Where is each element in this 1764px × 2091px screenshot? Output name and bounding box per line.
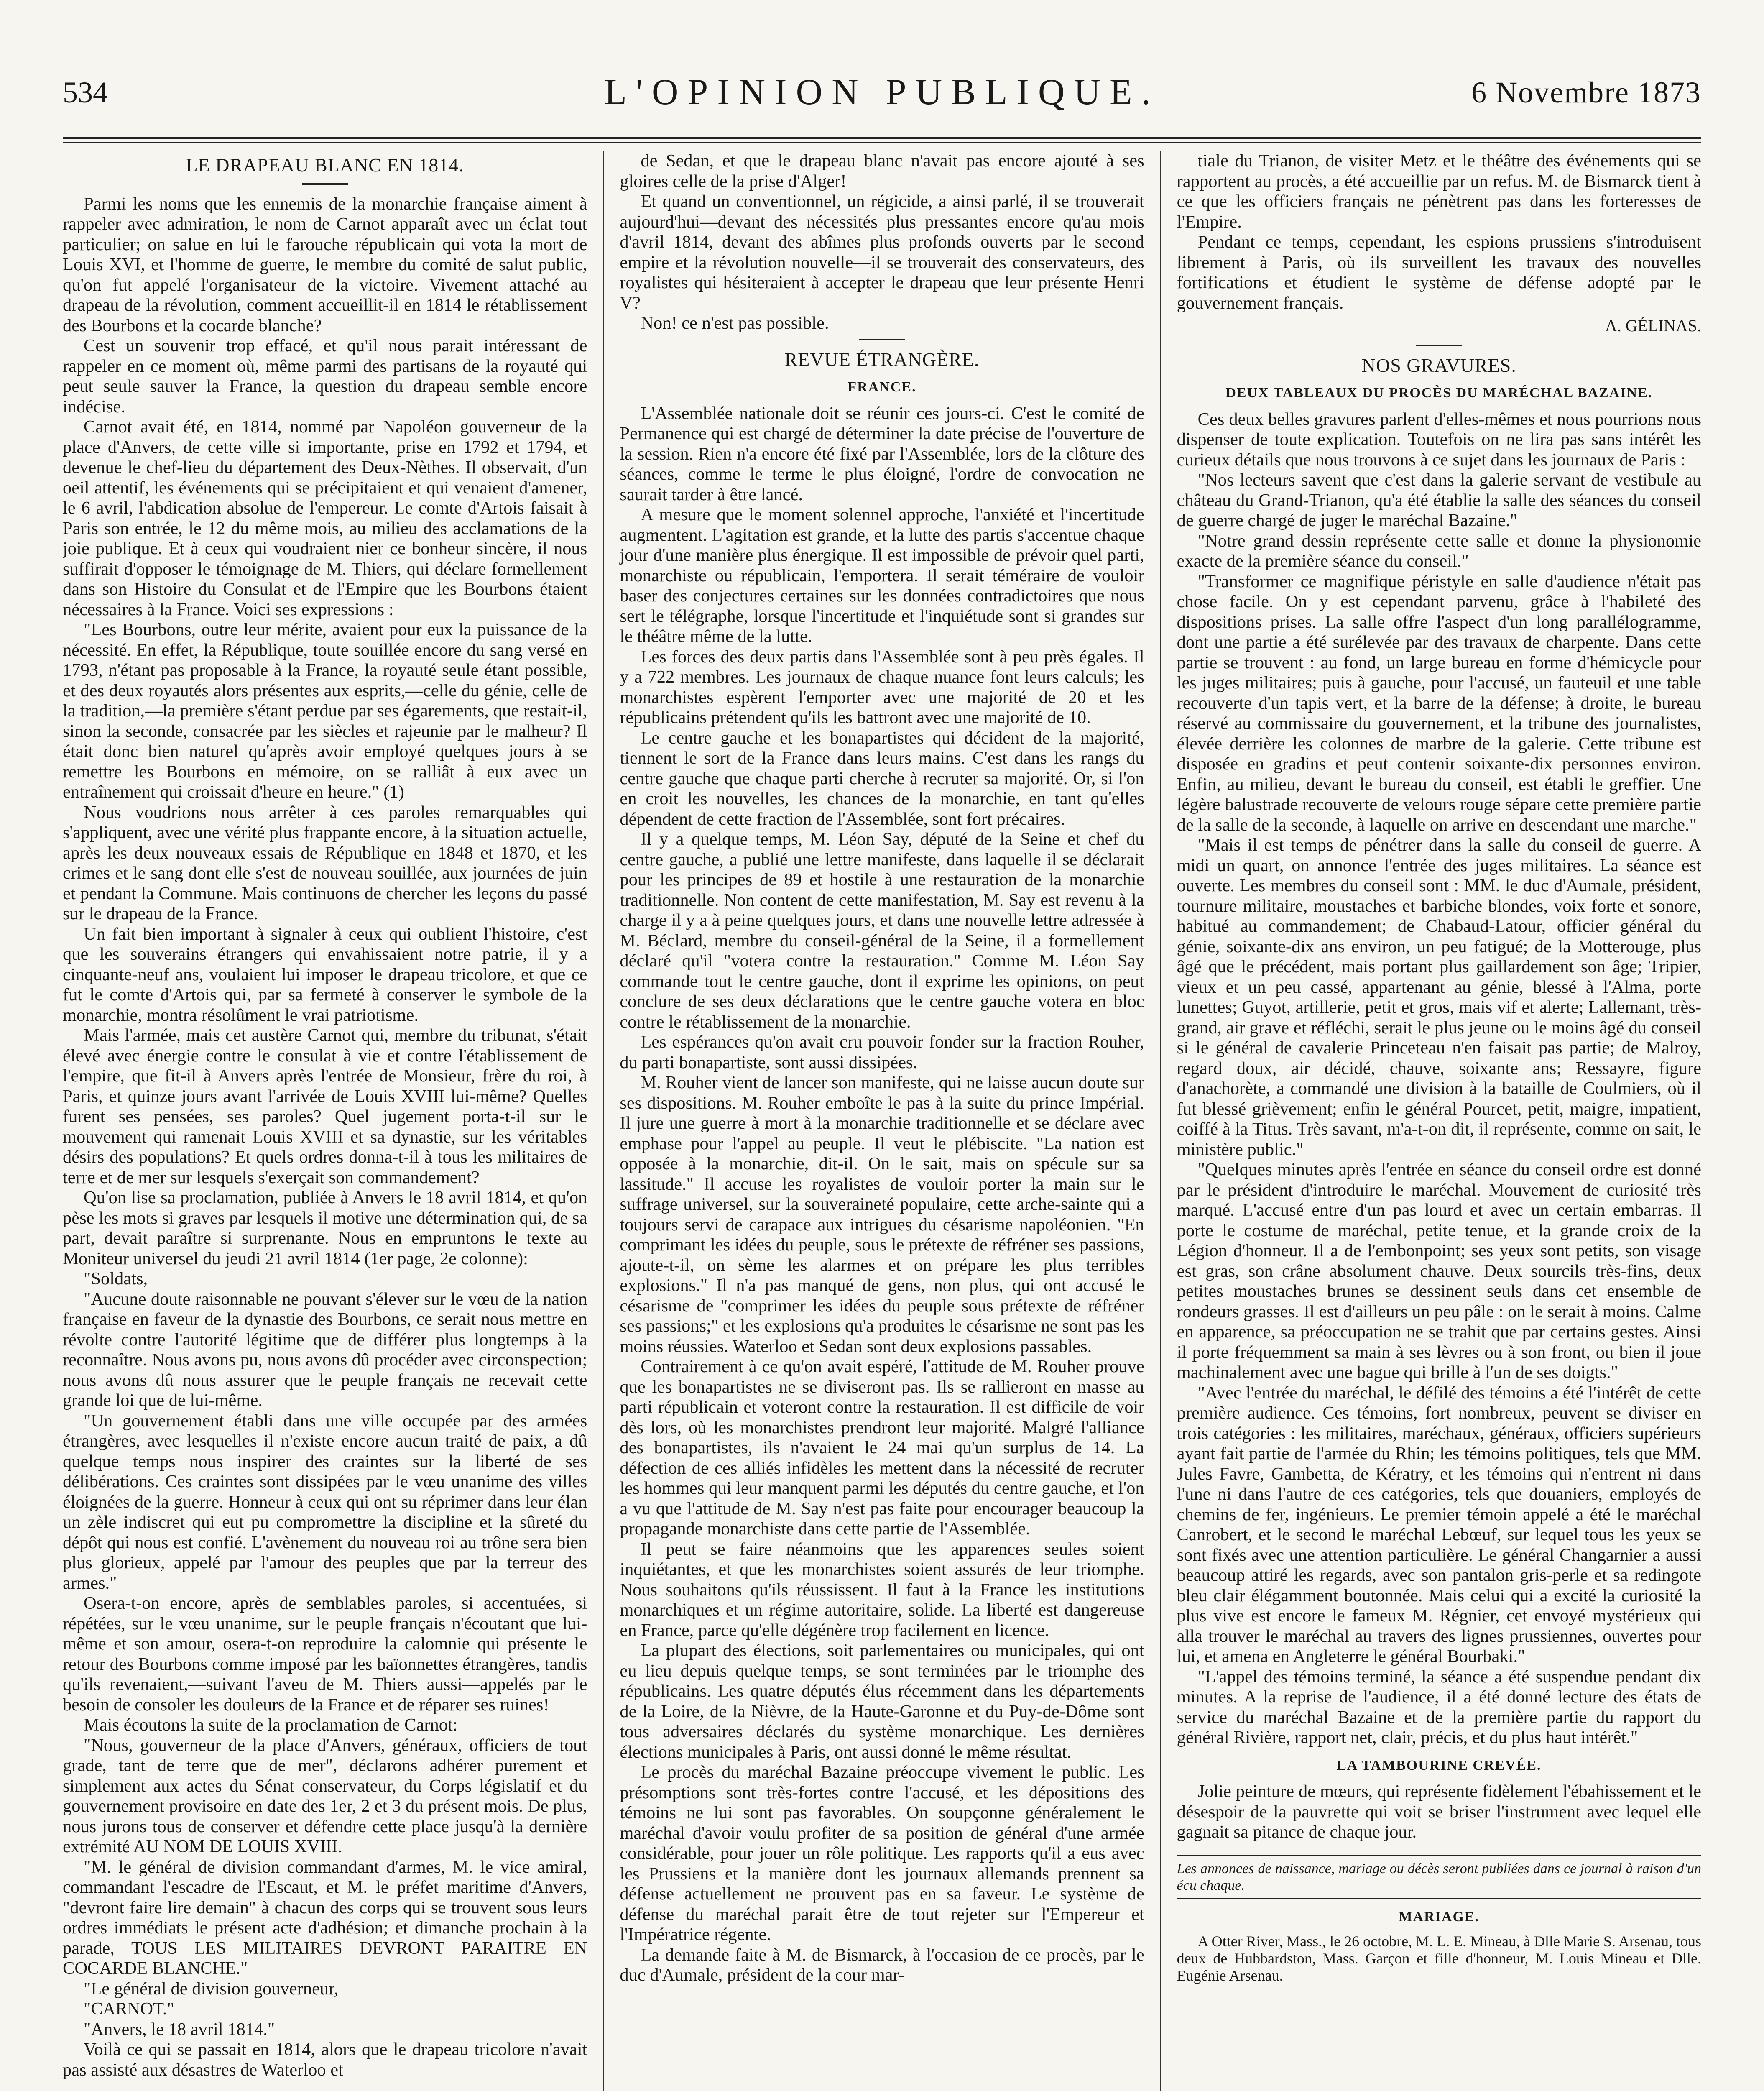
masthead bbox=[63, 67, 1701, 134]
article-heading-drapeau: LE DRAPEAU BLANC EN 1814. bbox=[186, 154, 464, 176]
paragraph: Le procès du maréchal Bazaine préoccupe vivement le public. Les présomptions sont très-fortes contre l'accusé, et les dépositions des témoins ne lui sont pas favorables. On soupçonne généralement le maréchal d'avoir voulu profiter de sa position de général d'une armée considérable, pour jouer un rôle politique. Les rapports qu'il a eus avec les Prussiens et la manière dont les journaux allemands prennent sa défense actuellement ne prouvent pas en sa faveur. Le système de défense du maréchal parait être de tout rejeter sur l'Empereur et l'Impératrice régente. bbox=[620, 1762, 1144, 1944]
paragraph: "CARNOT." bbox=[84, 1999, 174, 2019]
paragraph: Voilà ce qui se passait en 1814, alors que le drapeau tricolore n'avait pas assisté aux désastres de Waterloo et bbox=[63, 2040, 587, 2080]
paragraph: Il peut se faire néanmoins que les apparences seules soient inquiétantes, et que les monarchistes soient assurés de leur triomphe. Nous souhaitons qu'ils réussissent. Il faut à la France les institutions monarchiques et un régime autoritaire, solide. La liberté est dangereuse en France, parce qu'elle dégénère trop facilement en licence. bbox=[620, 1539, 1144, 1640]
subheading-france: FRANCE. bbox=[848, 379, 916, 395]
paragraph: "Mais il est temps de pénétrer dans la salle du conseil de guerre. A midi un quart, on annonce l'entrée des juges militaires. La séance est ouverte. Les membres du conseil sont : MM. le duc d'Aumale, président, tournure militaire, moustaches et barbiche blondes, voix forte et sonore, habitué au commandement; de Chabaud-Latour, officier général du génie, soixante-dix ans environ, un peu fatigué; de la Motterouge, plus âgé que le précédent, mais portant plus gaillardement son âge; Tripier, vieux et un peu cassé, appartenant au génie, blessé à l'Alma, porte lunettes; Guyot, artillerie, petit et gros, mais vif et alerte; Lallemant, très-grand, air grave et réfléchi, serait le plus jeune ou le moins âgé du conseil si le général de cavalerie Princeteau n'en faisait pas partie; de Malroy, regard doux, air décidé, chauve, soixante ans; Ressayre, figure d'anachorète, a commandé une division à la bataille de Coulmiers, où il fut blessé grièvement; enfin le général Pourcet, petit, maigre, impatient, coiffé à la Titus. Très savant, m'a-t-on dit, il représente, comme on sait, le ministère public." bbox=[1177, 835, 1701, 1159]
paragraph: Nous voudrions nous arrêter à ces paroles remarquables qui s'appliquent, avec une vérité plus frappante encore, à la situation actuelle, après les deux nouveaux essais de République en 1848 et 1870, et les crimes et le sang dont elle s'est de nouveau souillée, aux journées de juin et pendant la Commune. Mais continuons de chercher les leçons du passé sur le drapeau de la France. bbox=[63, 802, 587, 923]
section-heading-revue: REVUE ÉTRANGÈRE. bbox=[784, 348, 980, 370]
divider bbox=[859, 339, 905, 340]
paragraph: Ces deux belles gravures parlent d'elles-mêmes et nous pourrions nous dispenser de toute explication. Toutefois on ne lira pas sans intérêt les curieux détails que nous trouvons à ce sujet dans les journaux de Paris : bbox=[1177, 409, 1701, 470]
paragraph: "Anvers, le 18 avril 1814." bbox=[84, 2019, 275, 2039]
paragraph: "Notre grand dessin représente cette salle et donne la physionomie exacte de la première séance du conseil." bbox=[1177, 531, 1701, 571]
paragraph: Mais l'armée, mais cet austère Carnot qui, membre du tribunat, s'était élevé avec énergie contre le consulat à vie et contre l'établissement de l'empire, que fit-il à Anvers après l'entrée de Monsieur, frère du roi, à Paris, et quinze jours avant l'arrivée de Louis XVIII lui-même? Quelles furent ses pensées, ses paroles? Quel jugement porta-t-il sur le mouvement qui ramenait Louis XVIII et sa dynastie, sur les véritables désirs des populations? Et quels ordres donna-t-il à tous les militaires de terre et de mer sur lesquels s'exerçait son commandement? bbox=[63, 1025, 587, 1187]
paragraph: Carnot avait été, en 1814, nommé par Napoléon gouverneur de la place d'Anvers, de cette ville si importante, prise en 1792 et 1794, et devenue le chef-lieu du département des Deux-Nèthes. Il observait, d'un oeil attentif, les événements qui se précipitaient et qui venaient d'amener, le 6 avril, l'abdication absolue de l'empereur. Le comte d'Artois faisait à Paris son entrée, le 12 du même mois, au milieu des acclamations de la joie publique. Et à ceux qui voudraient nier ce bonheur sincère, il nous suffirait d'opposer le témoignage de M. Thiers, qui déclare formellement dans son Histoire du Consulat et de l'Empire que les Bourbons étaient nécessaires à la France. Voici ses expressions : bbox=[63, 417, 587, 619]
paragraph: Cest un souvenir trop effacé, et qu'il nous parait intéressant de rappeler en ce moment où, même parmi des partisans de la royauté qui peut seule sauver la France, la question du drapeau semble encore indécise. bbox=[63, 336, 587, 417]
paragraph: "Les Bourbons, outre leur mérite, avaient pour eux la puissance de la nécessité. En effet, la République, toute souillée encore du sang versé en 1793, n'étant pas proposable à la France, la royauté seule étant possible, et des deux royautés alors présentes aux esprits,—celle du génie, celle de la tradition,—la première s'étant perdue par ses égarements, que restait-il, sinon la seconde, consacrée par les siècles et rajeunie par le malheur? Il était donc bien naturel qu'après avoir employé quelques jours à se remettre les Bourbons en mémoire, on se ralliât à eux avec un entraînement qui croissait d'heure en heure." (1) bbox=[63, 620, 587, 802]
paragraph: "M. le général de division commandant d'armes, M. le vice amiral, commandant l'escadre de l'Escaut, et M. le préfet maritime d'Anvers, "devront faire lire demain" à chacun des corps qui se trouvent sous leurs ordres immédiats le présent acte d'adhésion; et dimanche prochain à la parade, TOUS LES MILITAIRES DEVRONT PARAITRE EN COCARDE BLANCHE." bbox=[63, 1857, 587, 1978]
subheading-tambourine: LA TAMBOURINE CREVÉE. bbox=[1337, 1757, 1542, 1773]
paragraph: Pendant ce temps, cependant, les espions prussiens s'introduisent librement à Paris, où ils surveillent les travaux des nouvelles fortifications et étudient le système de défense adopté par le gouvernement français. bbox=[1177, 232, 1701, 313]
paragraph: "Nous, gouverneur de la place d'Anvers, généraux, officiers de tout grade, tant de terre que de mer", déclarons adhérer purement et simplement aux actes du Sénat conservateur, du Corps législatif et du gouvernement provisoire en date des 1er, 2 et 3 du présent mois. De plus, nous jurons tous de conserver et défendre cette place jusqu'à la dernière extrémité AU NOM DE LOUIS XVIII. bbox=[63, 1735, 587, 1856]
paragraph: "Avec l'entrée du maréchal, le défilé des témoins a été l'intérêt de cette première audience. Ces témoins, fort nombreux, peuvent se diviser en trois catégories : les militaires, maréchaux, généraux, officiers supérieurs ayant fait partie de l'armée du Rhin; les témoins politiques, tels que MM. Jules Favre, Gambetta, de Kératry, et les témoins qui n'entrent ni dans l'une ni dans l'autre de ces catégories, tels que douaniers, employés de chemins de fer, ingénieurs. Le premier témoin appelé a été le maréchal Canrobert, et le second le maréchal Lebœuf, sur lequel tous les yeux se sont fixés avec une attention particulière. Le général Changarnier a aussi beaucoup attiré les regards, avec son pantalon gris-perle et sa redingote bleu clair élégamment boutonnée. Mais celui qui a excité la curiosité la plus vive est encore le fameux M. Régnier, cet envoyé mystérieux qui alla trouver le maréchal au travers des lignes prussiennes, ouvertes pour lui, et amena en Angleterre le général Bourbaki." bbox=[1177, 1383, 1701, 1666]
paragraph-mariage: A Otter River, Mass., le 26 octobre, M. L. E. Mineau, à Dlle Marie S. Arsenau, tous deux de Hubbardston, Mass. Garçon et fille d'honneur, M. Louis Mineau et Dlle. Eugénie Arsenau. bbox=[1177, 1933, 1701, 1984]
paragraph: "Aucune doute raisonnable ne pouvant s'élever sur le vœu de la nation française en faveur de la dynastie des Bourbons, ce serait nous mettre en révolte contre l'autorité légitime que de différer plus longtemps à la reconnaître. Nous avons pu, nous avons dû procéder avec circonspection; nous avons dû nous assurer que le peuple français ne recevait cette grande loi que de lui-même. bbox=[63, 1289, 587, 1410]
subheading-bazaine: DEUX TABLEAUX DU PROCÈS DU MARÉCHAL BAZAINE. bbox=[1225, 385, 1653, 401]
header-rule bbox=[63, 137, 1701, 139]
newspaper-title: L'OPINION PUBLIQUE. bbox=[604, 72, 1160, 112]
issue-date: 6 Novembre 1873 bbox=[1471, 76, 1701, 109]
article-continuation-revue bbox=[1177, 151, 1701, 313]
paragraph: Les espérances qu'on avait cru pouvoir fonder sur la fraction Rouher, du parti bonapartiste, sont aussi dissipées. bbox=[620, 1032, 1144, 1072]
page-number: 534 bbox=[63, 76, 108, 109]
paragraph: Un fait bien important à signaler à ceux qui oublient l'histoire, c'est que les souverains étrangers qui envahissaient notre patrie, il y a cinquante-neuf ans, voulaient lui imposer le drapeau tricolore, et que ce fut le comte d'Artois qui, par sa fermeté à conserver le symbole de la monarchie, montra résolûment le vrai patriotisme. bbox=[63, 924, 587, 1025]
paragraph: La demande faite à M. de Bismarck, à l'occasion de ce procès, par le duc d'Aumale, président de la cour mar- bbox=[620, 1945, 1144, 1985]
paragraph: "Le général de division gouverneur, bbox=[84, 1979, 339, 1999]
paragraph: Parmi les noms que les ennemis de la monarchie française aiment à rappeler avec admiration, le nom de Carnot apparaît avec un éclat tout particulier; on salue en lui le farouche républicain qui vota la mort de Louis XVI, et l'homme de guerre, le membre du comité de salut public, qu'on fut appelé l'organisateur de la victoire. Vivement attaché au drapeau de la révolution, comment accueillit-il en 1814 le rétablissement des Bourbons et la cocarde blanche? bbox=[63, 194, 587, 335]
paragraph: Osera-t-on encore, après de semblables paroles, si accentuées, si répétées, sur le vœu unanime, sur le peuple français n'écoutant que lui-même et son amour, osera-t-on reproduire la calomnie qui présente le retour des Bourbons comme imposé par les baïonnettes étrangères, tandis qu'ils revenaient,—suivant l'aveu de M. Thiers aussi—appelés par le besoin de consoler les douleurs de la France et de réparer ses ruines! bbox=[63, 1593, 587, 1715]
author-signature: A. GÉLINAS. bbox=[1605, 316, 1701, 335]
divider bbox=[302, 183, 348, 185]
paragraph: Les forces des deux partis dans l'Assemblée sont à peu près égales. Il y a 722 membres. Les journaux de chaque nuance font leurs calculs; les monarchistes espèrent l'emporter avec une majorité de 20 et les républicains prétendent qu'ils les battront avec une majorité de 10. bbox=[620, 647, 1144, 727]
columns bbox=[63, 151, 1701, 2091]
paragraph: "Nos lecteurs savent que c'est dans la galerie servant de vestibule au château du Grand-Trianon, qu'a été établie la salle des séances du conseil de guerre chargé de juger le maréchal Bazaine." bbox=[1177, 470, 1701, 530]
paragraph: Le centre gauche et les bonapartistes qui décident de la majorité, tiennent le sort de la France dans leurs mains. C'est dans les rangs du centre gauche que chaque parti cherche à recruter sa majorité. Or, si l'on en croit les nouvelles, les chances de la monarchie, en tant qu'elles dépendent de cette fraction de l'Assemblée, sont fort précaires. bbox=[620, 728, 1144, 829]
paragraph: La plupart des élections, soit parlementaires ou municipales, qui ont eu lieu depuis quelque temps, se sont terminées par le triomphe des républicains. Les quatre députés élus récemment dans les départements de la Loire, de la Nièvre, de la Haute-Garonne et du Puy-de-Dôme sont tous adversaires déclarés du système monarchique. Les dernières élections municipales à Paris, ont aussi donné le même résultat. bbox=[620, 1641, 1144, 1762]
article-continuation bbox=[620, 151, 1144, 334]
paragraph: M. Rouher vient de lancer son manifeste, qui ne laisse aucun doute sur ses dispositions. M. Rouher emboîte le pas à la suite du prince Impérial. Il jure une guerre à mort à la monarchie traditionnelle et se déclare avec emphase pour l'appel au peuple. Il veut le plébiscite. "La nation est opposée à la monarchie, dit-il. On le sait, mais on spécule sur sa lassitude." Il accuse les royalistes de vouloir porter la main sur le suffrage universel, sur la souveraineté populaire, cette arche-sainte qui a toujours servi de carapace aux intrigues du césarisme napoléonien. "En comprimant les idées du peuple, sous le prétexte de réfréner ses passions, ajoute-t-il, on sème les alarmes et on prépare les plus terribles explosions." Il n'a pas manqué de gens, non plus, qui ont accusé le césarisme de "comprimer les idées du peuple sous prétexte de réfréner ses passions;" et les explosions qu'a produites le césarisme ne sont pas les moins réussies. Waterloo et Sedan sont deux explosions passables. bbox=[620, 1073, 1144, 1356]
paragraph: "Transformer ce magnifique péristyle en salle d'audience n'était pas chose facile. On y est cependant parvenu, grâce à l'habileté des dispositions prises. La salle offre l'aspect d'un long parallélogramme, dont une partie a été surélevée par des travaux de charpente. Dans cette partie se trouvent : au fond, un large bureau en forme d'hémicycle pour les juges militaires; puis à gauche, pour l'accusé, un fauteuil et une table recouverte d'un tapis vert, et la barre de la défense; à droite, le bureau réservé au commissaire du gouvernement, et la tribune des journalistes, élevée derrière les colonnes de marbre de la galerie. Cette tribune est disposée en gradins et peut contenir soixante-dix personnes environ. Enfin, au milieu, devant le bureau du conseil, est établi le greffier. Une légère balustrade recouverte de velours rouge sépare cette première partie de la salle de la seconde, à laquelle on arrive en descendant une marche." bbox=[1177, 571, 1701, 835]
paragraph-tambourine: Jolie peinture de mœurs, qui représente fidèlement l'ébahissement et le désespoir de la pauvrette qui voit se briser l'instrument avec lequel elle gagnait sa pitance de chaque jour. bbox=[1177, 1782, 1701, 1842]
paragraph: L'Assemblée nationale doit se réunir ces jours-ci. C'est le comité de Permanence qui est chargé de déterminer la date précise de l'ouverture de la session. Rien n'a encore été fixé par l'Assemblée, lors de la clôture des séances, comme le terme le plus éloigné, l'ordre de convocation ne saurait tarder à être lancé. bbox=[620, 403, 1144, 504]
column-2 bbox=[603, 151, 1160, 2091]
column-3 bbox=[1160, 151, 1701, 2091]
paragraph: "L'appel des témoins terminé, la séance a été suspendue pendant dix minutes. A la reprise de l'audience, il a été donné lecture des états de service du maréchal Bazaine et de la première partie du rapport du général Rivière, rapport net, clair, précis, et du plus haut intérêt." bbox=[1177, 1667, 1701, 1747]
section-heading-gravures: NOS GRAVURES. bbox=[1361, 354, 1516, 376]
notice-announcements: Les annonces de naissance, mariage ou décès seront publiées dans ce journal à raison d'un écu chaque. bbox=[1177, 1855, 1701, 1899]
paragraph: Il y a quelque temps, M. Léon Say, député de la Seine et chef du centre gauche, a publié une lettre manifeste, dans laquelle il se déclarait pour les principes de 89 et hostile à une restauration de la monarchie traditionnelle. Non content de cette manifestation, M. Say est revenu à la charge il y a à peine quelques jours, et dans une nouvelle lettre adressée à M. Béclard, membre du conseil-général de la Seine, il a formellement déclaré qu'il "votera contre la restauration." Comme M. Léon Say commande tout le centre gauche, dont il exprime les opinions, on peut conclure de ses deux déclarations que le centre gauche votera en bloc contre le rétablissement de la monarchie. bbox=[620, 829, 1144, 1032]
paragraph: Non! ce n'est pas possible. bbox=[641, 313, 829, 333]
paragraph: "Quelques minutes après l'entrée en séance du conseil ordre est donné par le président d'introduire le maréchal. Mouvement de curiosité très marqué. L'accusé entre d'un pas lourd et avec un certain embarras. Il porte le costume de maréchal, petite tenue, et la grande croix de la Légion d'honneur. Il a de l'embonpoint; ses yeux sont petits, son visage est gras, son crâne absolument chauve. Deux sourcils très-fins, deux petites moustaches brunes se dessinent seuls dans cet ensemble de rondeurs grasses. Il est d'ailleurs un peu pâle : on le serait à moins. Calme en apparence, sa préoccupation ne se trahit que par certains gestes. Ainsi il porte fréquemment sa main à ses lèvres ou à son front, ou bien il joue machinalement avec une bague qui brille à l'un de ses doigts." bbox=[1177, 1160, 1701, 1382]
column-1 bbox=[63, 151, 603, 2091]
paragraph: Qu'on lise sa proclamation, publiée à Anvers le 18 avril 1814, et qu'on pèse les mots si graves par lesquels il motive une détermination qui, de sa part, devait paraître si surprenante. Nous en empruntons le texte au Moniteur universel du jeudi 21 avril 1814 (1er page, 2e colonne): bbox=[63, 1188, 587, 1268]
paragraph: Mais écoutons la suite de la proclamation de Carnot: bbox=[84, 1715, 458, 1735]
heading-mariage: MARIAGE. bbox=[1399, 1909, 1480, 1925]
divider bbox=[1416, 345, 1462, 346]
article-body-drapeau bbox=[63, 194, 587, 2081]
paragraph: "Soldats, bbox=[84, 1269, 148, 1288]
paragraph: Et quand un conventionnel, un régicide, a ainsi parlé, il se trouverait aujourd'hui—devant des nécessités plus pressantes encore qu'au mois d'avril 1814, devant des abîmes plus profonds ouverts par le second empire et la révolution nouvelle—il se trouverait des conservateurs, des royalistes qui hésiteraient à accepter le drapeau que leur présente Henri V? bbox=[620, 192, 1144, 313]
paragraph: A mesure que le moment solennel approche, l'anxiété et l'incertitude augmentent. L'agitation est grande, et la lutte des partis s'accentue chaque jour d'une manière plus énergique. Il est impossible de prévoir quel parti, monarchiste ou républicain, l'emportera. Il serait téméraire de vouloir baser des conjectures certaines sur les données contradictoires que nous sert le télégraphe, lorsque l'incertitude et l'inquiétude sont si grandes sur le théâtre même de la lutte. bbox=[620, 505, 1144, 646]
paragraph: de Sedan, et que le drapeau blanc n'avait pas encore ajouté à ses gloires celle de la prise d'Alger! bbox=[620, 151, 1144, 191]
article-body-gravures bbox=[1177, 409, 1701, 1748]
header-rule-thin bbox=[63, 142, 1701, 143]
paragraph: Contrairement à ce qu'on avait espéré, l'attitude de M. Rouher prouve que les bonapartistes ne se diviseront pas. Ils se rallieront en masse au parti républicain et voteront contre la restauration. Il est difficile de voir dès lors, où les monarchistes prendront leur majorité. Malgré l'alliance des bonapartistes, ils n'avaient le 24 mai qu'un surplus de 14. La défection de ces alliés infidèles les mettent dans la nécessité de recruter les hommes qui leur manquent parmi les députés du centre gauche, et l'on a vu que l'attitude de M. Say n'est pas faite pour encourager beaucoup la propagande monarchiste dans cette partie de l'Assemblée. bbox=[620, 1357, 1144, 1539]
paragraph: tiale du Trianon, de visiter Metz et le théâtre des événements qui se rapportent au procès, a été accueillie par un refus. M. de Bismarck tient à ce que les officiers français ne pénètrent pas dans les forteresses de l'Empire. bbox=[1177, 151, 1701, 232]
article-body-revue bbox=[620, 404, 1144, 1986]
paragraph: "Un gouvernement établi dans une ville occupée par des armées étrangères, avec lesquelles il n'existe encore aucun traité de paix, a dû quelque temps nous inspirer des craintes sur la liberté de ses délibérations. Ces craintes sont dissipées par le vœu unanime des villes éloignées de la guerre. Honneur à ceux qui ont su réprimer dans leur élan un zèle indiscret qui eut pu compromettre la discipline et la sûreté du dépôt qui nous est confié. L'avènement du nouveau roi au trône sera bien plus glorieux, appelé par l'amour des peuples que par la terreur des armes." bbox=[63, 1411, 587, 1593]
